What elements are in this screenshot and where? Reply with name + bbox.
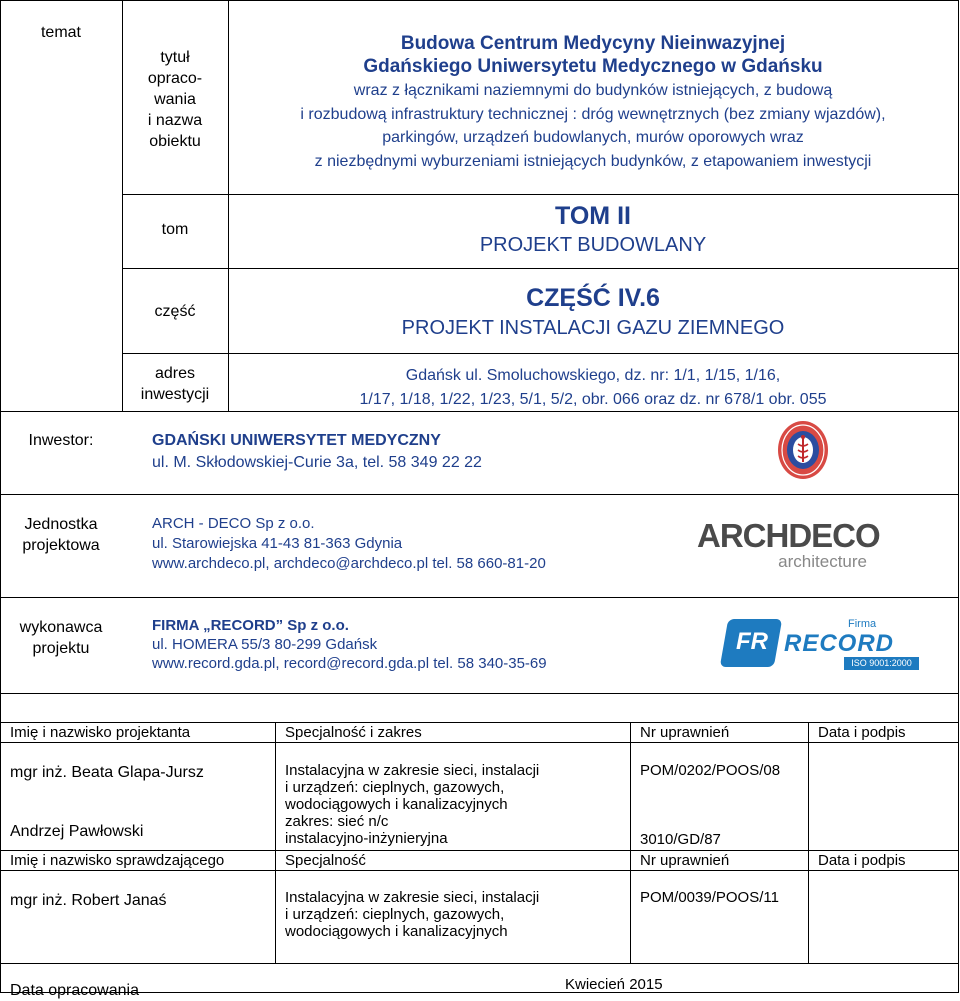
divider-czesc-adres [122, 353, 959, 354]
temat-label: temat [40, 24, 81, 41]
tom-number: TOM II [555, 202, 631, 230]
designers-header-signature: Data i podpis [818, 724, 906, 741]
tytul-label-line: obiektu [149, 133, 201, 150]
designer-contact: www.archdeco.pl, archdeco@archdeco.pl tel. 58 660-81-20 [152, 555, 546, 572]
checker-header-signature: Data i podpis [818, 852, 906, 869]
wykonawca-label [0, 617, 122, 659]
investor-name: GDAŃSKI UNIWERSYTET MEDYCZNY [152, 432, 441, 449]
tytul-label-line: tytuł [160, 49, 190, 66]
designer-info [152, 514, 546, 574]
czesc-label: część [154, 303, 196, 320]
designers-header-name: Imię i nazwisko projektanta [10, 724, 191, 741]
checker-specialty-line: i urządzeń: cieplnych, gazowych, [285, 906, 505, 923]
project-title [228, 32, 958, 173]
investor-info [152, 430, 482, 474]
outer-bottom-border [0, 992, 959, 993]
designer-specialty-line: Instalacyjna w zakresie sieci, instalacji [285, 762, 540, 779]
table-line-4 [0, 870, 959, 871]
table-line-1 [0, 722, 959, 723]
checker-name: mgr inż. Robert Janaś [10, 892, 167, 909]
tom-value [228, 201, 958, 259]
designers-header-license: Nr uprawnień [640, 724, 730, 741]
record-logo-iso: ISO 9001:2000 [844, 657, 919, 670]
record-logo [724, 616, 920, 670]
designer-specialty-line: instalacyjno-inżynieryjna [285, 830, 448, 847]
jednostka-label-line: Jednostka [24, 516, 98, 533]
designer-specialty-line: zakres: sieć n/c [285, 813, 389, 830]
record-logo-badge-letters: FR [736, 628, 768, 655]
designers-header-specialty: Specjalność i zakres [285, 724, 422, 741]
adres-line-1: Gdańsk ul. Smoluchowskiego, dz. nr: 1/1, 1/15, 1/16, [405, 367, 781, 384]
wykonawca-label-line: wykonawca [19, 619, 103, 636]
university-seal-icon [777, 420, 829, 480]
table-line-5 [0, 963, 959, 964]
checker-header-specialty: Specjalność [285, 852, 366, 869]
jednostka-label [0, 514, 122, 556]
table-col-divider-3 [808, 722, 809, 963]
outer-left-border [0, 0, 1, 993]
record-logo-wordmark: RECORD [784, 630, 895, 657]
tytul-label-line: wania [154, 91, 196, 108]
divider-table-top [0, 693, 959, 694]
designer1-license: POM/0202/POOS/08 [640, 762, 781, 779]
designer-specialty-line: wodociągowych i kanalizacyjnych [285, 796, 508, 813]
archdeco-logo-text: ARCHDECO [697, 517, 880, 554]
designer1-name: mgr inż. Beata Glapa-Jursz [10, 764, 204, 781]
checker-specialty-line: Instalacyjna w zakresie sieci, instalacji [285, 889, 540, 906]
designer-specialty [285, 762, 539, 847]
inwestor-label: Inwestor: [28, 432, 94, 449]
tytul-label [122, 47, 228, 152]
outer-top-border [0, 0, 959, 1]
divider-title-tom [122, 194, 959, 195]
checker-specialty [285, 889, 539, 940]
divider-contractor [0, 597, 959, 598]
designer-specialty-line: i urządzeń: cieplnych, gazowych, [285, 779, 505, 796]
adres-label-line: adres [154, 365, 196, 382]
table-col-divider-1 [275, 722, 276, 963]
title-line-1: Budowa Centrum Medycyny Nieinwazyjnej [400, 33, 786, 54]
title-desc-line: parkingów, urządzeń budowlanych, murów oporowych wraz [382, 129, 804, 146]
checker-header-name: Imię i nazwisko sprawdzającego [10, 852, 225, 869]
archdeco-logo [697, 518, 897, 574]
record-logo-firma: Firma [848, 618, 877, 630]
tom-label: tom [161, 221, 189, 238]
checker-header-license: Nr uprawnień [640, 852, 730, 869]
czesc-name: PROJEKT INSTALACJI GAZU ZIEMNEGO [401, 317, 785, 339]
tytul-label-line: opraco- [147, 70, 203, 87]
table-line-3 [0, 850, 959, 851]
checker-specialty-line: wodociągowych i kanalizacyjnych [285, 923, 508, 940]
designer2-name: Andrzej Pawłowski [10, 823, 144, 840]
outer-right-border [958, 0, 959, 993]
czesc-number: CZĘŚĆ IV.6 [526, 284, 660, 312]
footer-date-value: Kwiecień 2015 [565, 976, 663, 993]
investor-address: ul. M. Skłodowskiej-Curie 3a, tel. 58 349 22 22 [152, 454, 482, 471]
title-desc-line: z niezbędnymi wyburzeniami istniejących budynków, z etapowaniem inwestycji [314, 152, 872, 170]
title-line-2: Gdańskiego Uniwersytetu Medycznego w Gdańsku [363, 56, 823, 77]
adres-label-line: inwestycji [140, 386, 210, 403]
adres-value [228, 364, 958, 412]
contractor-info [152, 616, 547, 673]
tytul-label-line: i nazwa [147, 112, 203, 129]
designer2-license: 3010/GD/87 [640, 831, 721, 848]
designer-address: ul. Starowiejska 41-43 81-363 Gdynia [152, 535, 403, 552]
divider-tom-czesc [122, 268, 959, 269]
tom-name: PROJEKT BUDOWLANY [479, 234, 707, 256]
adres-line-2: 1/17, 1/18, 1/22, 1/23, 5/1, 5/2, obr. 066 oraz dz. nr 678/1 obr. 055 [359, 391, 827, 408]
jednostka-label-line: projektowa [22, 537, 100, 554]
table-col-divider-2 [630, 722, 631, 963]
checker-license: POM/0039/POOS/11 [640, 889, 779, 906]
contractor-contact: www.record.gda.pl, record@record.gda.pl tel. 58 340-35-69 [152, 655, 547, 672]
adres-label [122, 363, 228, 405]
contractor-address: ul. HOMERA 55/3 80-299 Gdańsk [152, 636, 378, 653]
contractor-name: FIRMA „RECORD” Sp z o.o. [152, 617, 349, 634]
wykonawca-label-line: projektu [32, 640, 90, 657]
title-desc-line: wraz z łącznikami naziemnymi do budynków istniejących, z budową [353, 82, 833, 99]
archdeco-logo-sub: architecture [778, 552, 867, 571]
designer-name: ARCH - DECO Sp z o.o. [152, 515, 315, 532]
title-desc-line: i rozbudową infrastruktury technicznej : dróg wewnętrznych (bez zmiany wjazdów), [300, 105, 886, 123]
footer-date-label: Data opracowania [10, 982, 139, 999]
divider-designer [0, 494, 959, 495]
czesc-value [228, 283, 958, 343]
table-line-2 [0, 742, 959, 743]
